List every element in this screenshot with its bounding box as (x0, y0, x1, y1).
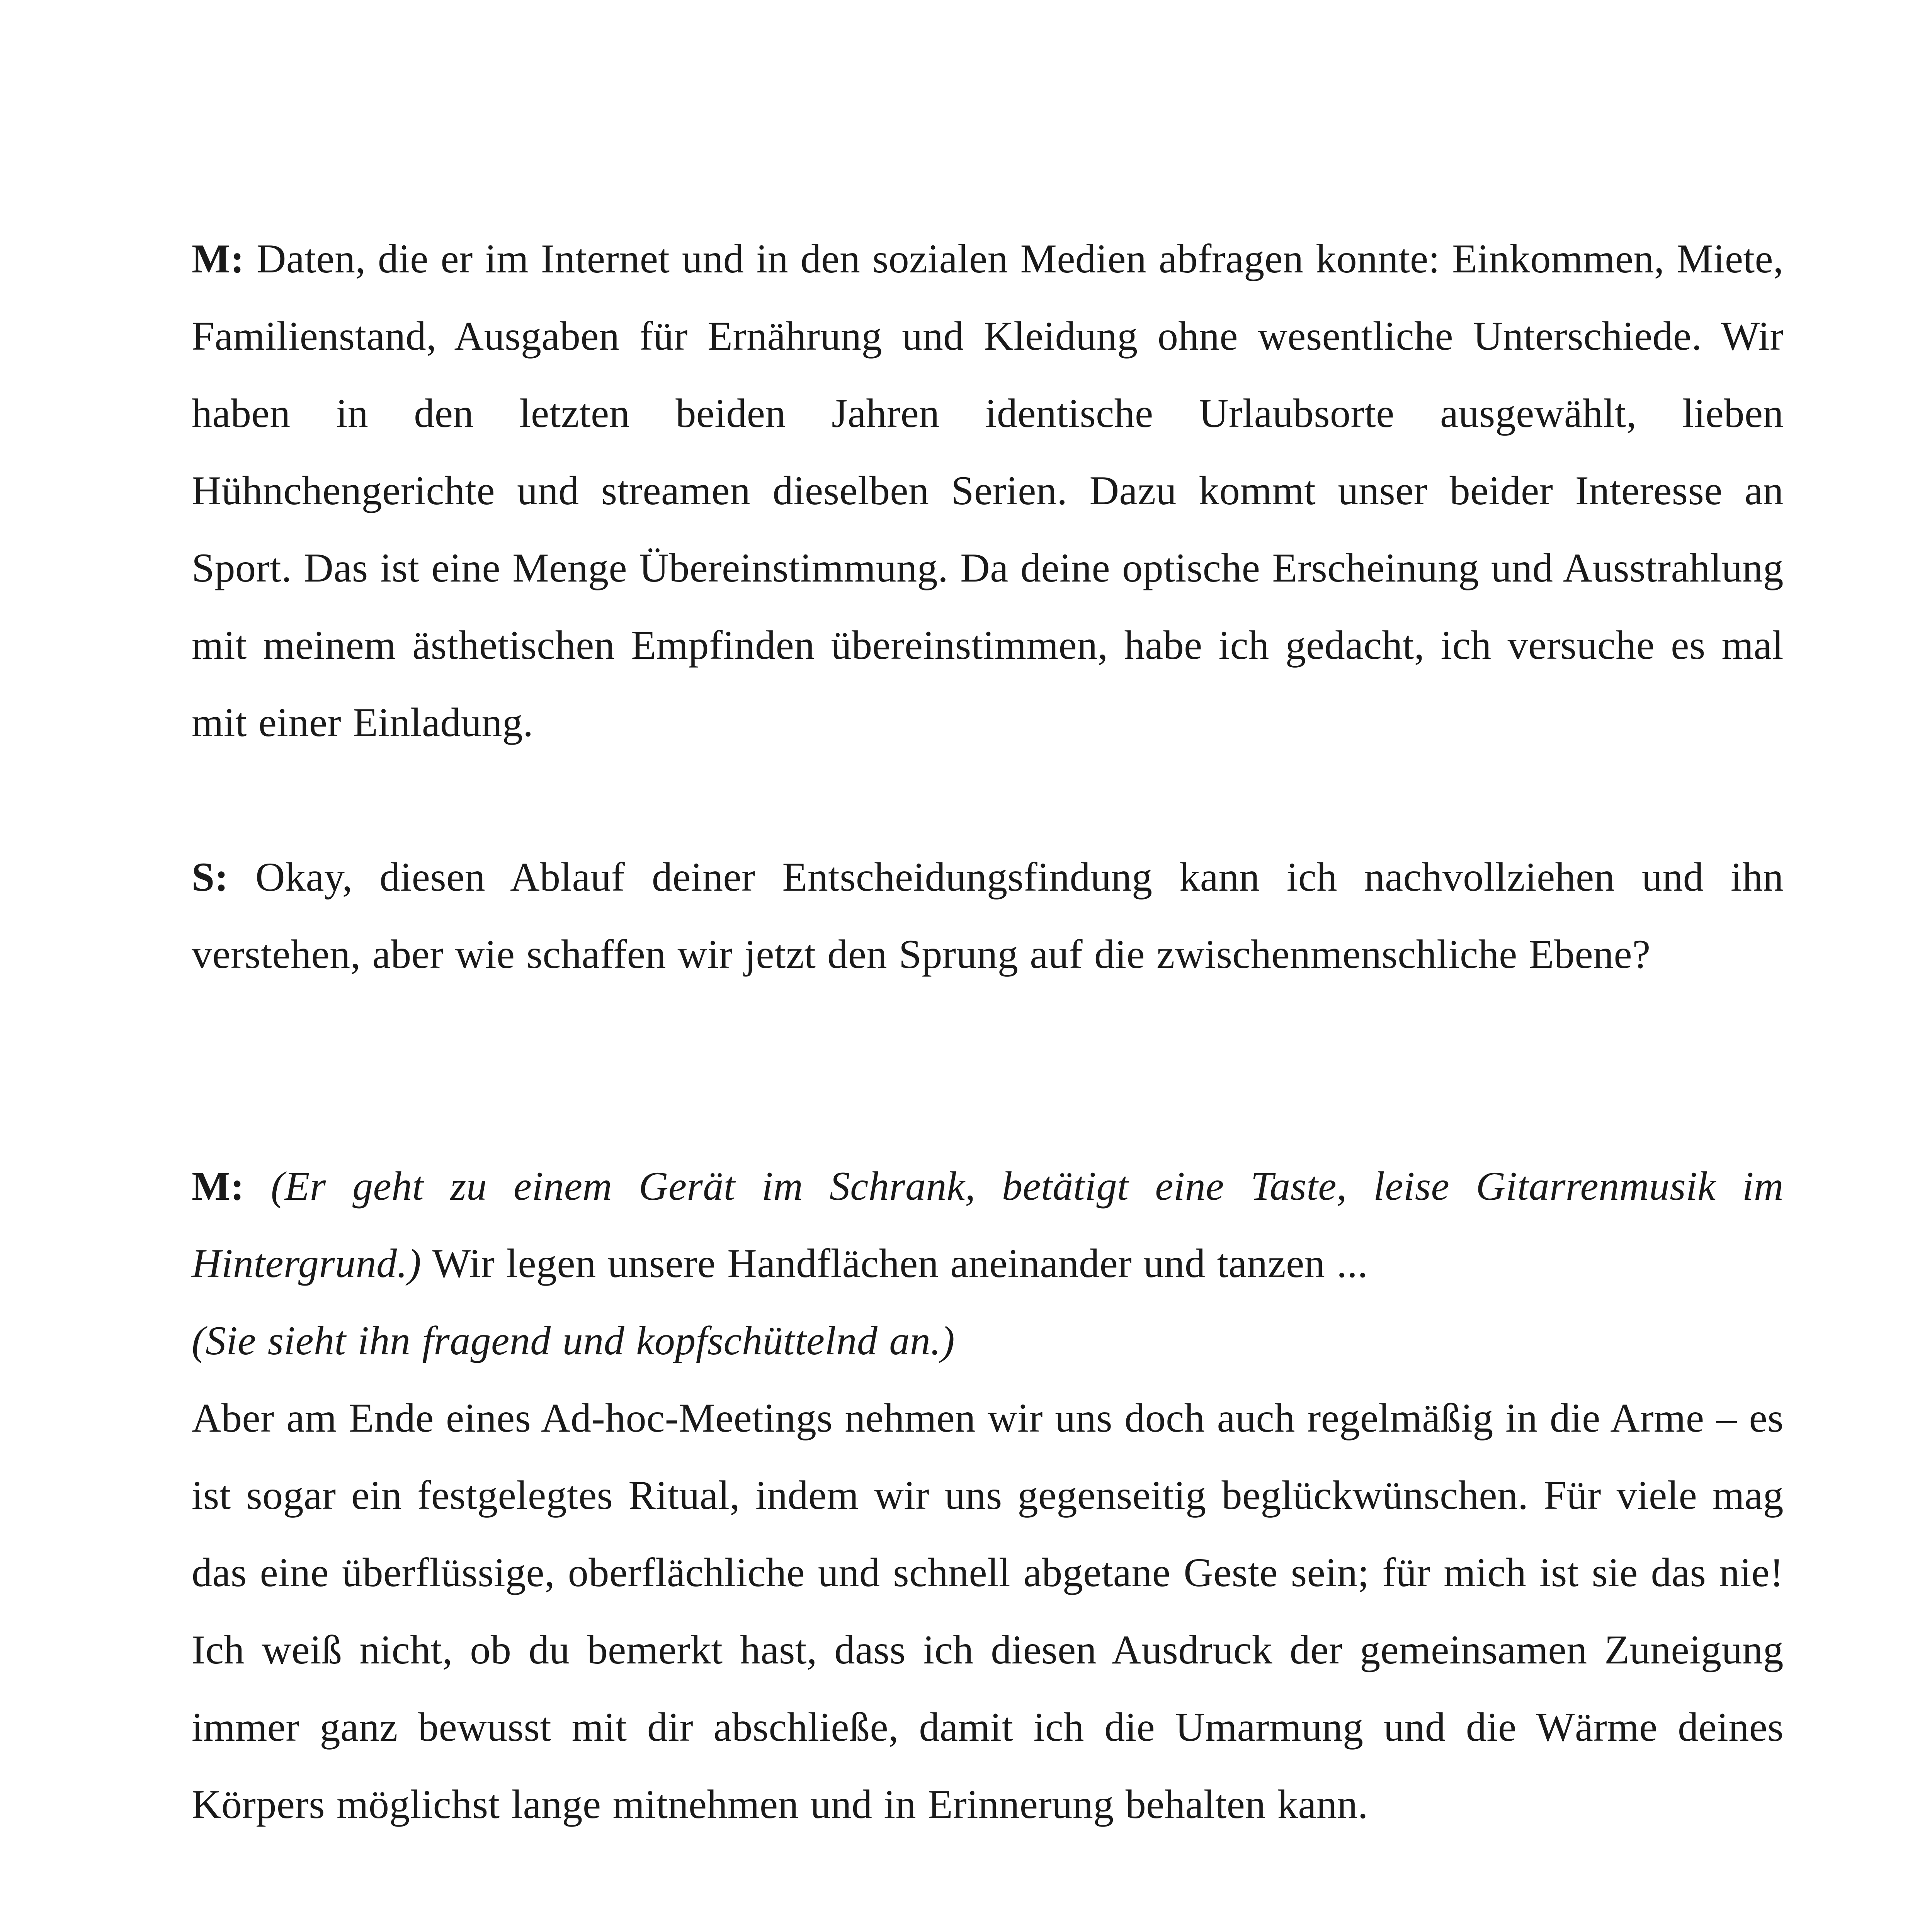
dialogue-line (192, 1148, 1784, 1302)
speaker-label: M: (192, 236, 245, 281)
stage-direction: (Sie sieht ihn fragend und kopfschüttelnd an.) (192, 1318, 955, 1363)
stage-direction: (Er geht zu einem Gerät im Schrank, betätigt eine Taste, leise Gitarrenmusik im Hintergrund.) (192, 1163, 1784, 1286)
dialogue-text: Wir legen unsere Handflächen aneinander und tanzen ... (432, 1241, 1368, 1286)
dialogue-paragraph (192, 220, 1784, 761)
dialogue-paragraph (192, 1148, 1784, 1843)
dialogue-paragraph (192, 838, 1784, 993)
speaker-label: S: (192, 854, 229, 900)
speaker-label: M: (192, 1163, 245, 1209)
dialogue-text: Okay, diesen Ablauf deiner Entscheidungsfindung kann ich nachvollziehen und ihn verstehen, aber wie schaffen wir jetzt den Sprung auf die zwischenmenschliche Ebene? (192, 854, 1784, 977)
dialogue-text: Aber am Ende eines Ad-hoc-Meetings nehmen wir uns doch auch regelmäßig in die Arme – es ist sogar ein festgelegtes Ritual, indem wir uns gegenseitig beglückwünschen. Für viele mag das eine überflüssige, oberflächliche und schnell abgetane Geste sein; für mich ist sie das nie! Ich weiß nicht, ob du bemerkt hast, dass ich diesen Ausdruck der gemeinsamen Zuneigung immer ganz bewusst mit dir abschließe, damit ich die Umarmung und die Wärme deines Körpers möglichst lange mitnehmen und in Erinnerung behalten kann. (192, 1395, 1784, 1827)
dialogue-text: Daten, die er im Internet und in den sozialen Medien abfragen konnte: Einkommen, Miete, Familienstand, Ausgaben für Ernährung und Kleidung ohne wesentliche Unterschiede. Wir haben in den letzten beiden Jahren identische Urlaubsorte ausgewählt, lieben Hühnchengerichte und streamen dieselben Serien. Dazu kommt unser beider Interesse an Sport. Das ist eine Menge Übereinstimmung. Da deine optische Erscheinung und Ausstrahlung mit meinem ästhetischen Empfinden übereinstimmen, habe ich gedacht, ich versuche es mal mit einer Einladung. (192, 236, 1784, 745)
